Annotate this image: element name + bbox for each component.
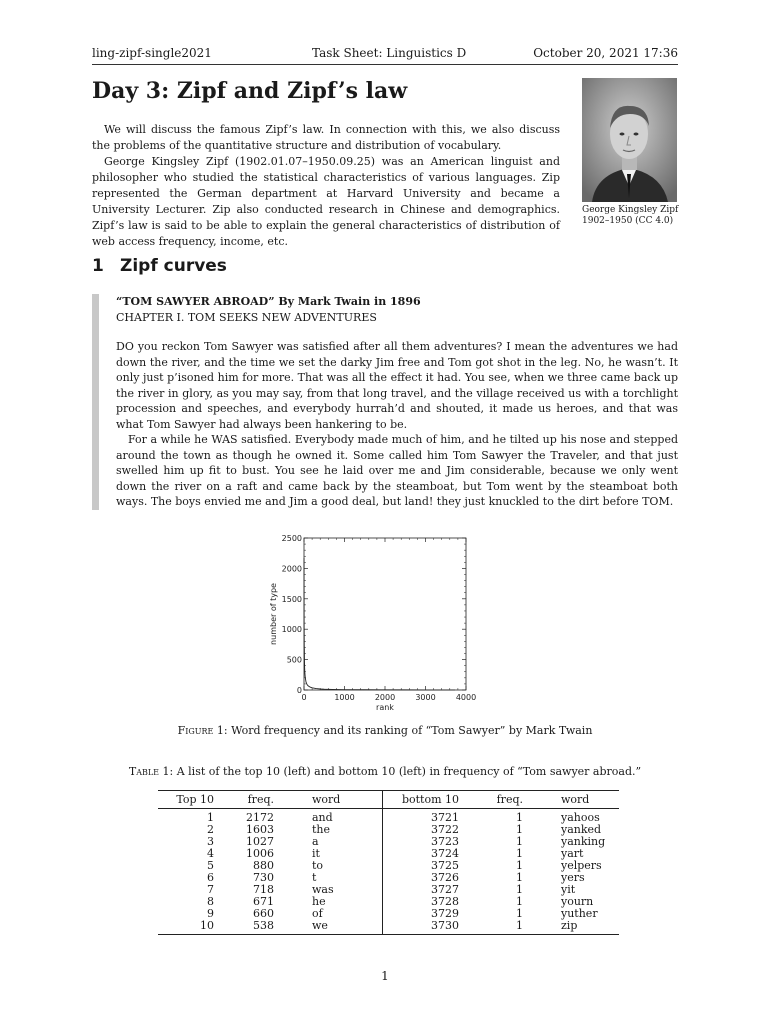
header-bottom10: bottom 10: [383, 791, 464, 809]
quote-title: “TOM SAWYER ABROAD” By Mark Twain in 1896: [116, 295, 421, 308]
rank-top-cell: 10: [158, 920, 218, 935]
table-caption-label: Table 1:: [128, 765, 174, 778]
frequency-table: [158, 790, 619, 935]
rank-bottom-cell: 3723: [431, 835, 459, 848]
y-tick-label: 1000: [281, 625, 302, 635]
word-top-cell: he: [278, 896, 383, 908]
word-top-cell: t: [278, 872, 383, 884]
rank-top-cell: 6: [207, 871, 214, 884]
word-top-cell: and: [278, 809, 383, 825]
word-bottom-cell: yanked: [561, 823, 602, 836]
word-top-cell: it: [278, 848, 383, 860]
table-row: [158, 809, 619, 825]
rank-bottom-cell: 3727: [431, 883, 459, 896]
rank-top-cell: 1: [207, 811, 214, 824]
freq-bottom-cell: 1: [516, 859, 523, 872]
quote-paragraph-2: For a while he WAS satisfied. Everybody made much of him, and he tilted up his nose and stepped around the town as though he owned it. Some called him Tom Sawyer the Traveler, and that just swelled him up fit to bust. You see he laid over me and Jim considerable, because we only went down the river on a raft and came back by the steamboat, but Tom went by the steamboat both ways. The boys envied me and Jim a good deal, but land! they just knuckled to the dirt before TOM.: [116, 433, 678, 508]
header-center: Task Sheet: Linguistics D: [312, 46, 467, 60]
quote-paragraph-1: DO you reckon Tom Sawyer was satisfied after all them adventures? I mean the adventures we had down the river, and the time we set the darky Jim free and Tom got shot in the leg. No, he wasn’t. It only just p’isoned him for more. That was all the effect it had. You see, when we three came back up the river in glory, as you may say, from that long travel, and the village received us with a torchlight procession and speeches, and everybody hurrah’d and shouted, it made us heroes, and that was what Tom Sawyer had always been hankering to be.: [116, 340, 678, 431]
portrait-caption-name: George Kingsley Zipf: [582, 205, 679, 215]
word-top-cell: to: [278, 860, 383, 872]
table-caption-text: A list of the top 10 (left) and bottom 10 (left) in frequency of “Tom sawyer abroad.”: [176, 765, 642, 778]
header-freq-2: freq.: [463, 791, 527, 809]
header-word: word: [278, 791, 383, 809]
freq-top-cell: 671: [253, 895, 274, 908]
table-row: [158, 908, 619, 920]
page-number: 1: [381, 969, 389, 983]
x-axis-ticks: [301, 538, 476, 702]
header-rule: [92, 64, 678, 65]
section-title: Zipf curves: [120, 256, 227, 276]
freq-top-cell: 2172: [246, 811, 274, 824]
rank-bottom-cell: 3721: [431, 811, 459, 824]
freq-bottom-cell: 1: [516, 895, 523, 908]
quote-body: [116, 294, 678, 510]
zipf-chart: [262, 530, 482, 716]
figure-caption: [0, 724, 770, 737]
x-tick-label: 1000: [334, 693, 355, 702]
freq-bottom-cell: 1: [516, 871, 523, 884]
word-bottom-cell: yart: [561, 847, 584, 860]
freq-top-cell: 730: [253, 871, 274, 884]
intro-paragraph-2: George Kingsley Zipf (1902.01.07–1950.09.25) was an American linguist and philosopher who studied the statistical characteristics of various languages. Zip represented the German department at Harvard University and became a University Lecturer. Zip also conducted research in Chinese and demographics. Zipf’s law is said to be able to explain the general characteristics of distribution of web access frequency, income, etc.: [92, 155, 560, 248]
freq-bottom-cell: 1: [516, 907, 523, 920]
word-top-cell: we: [278, 920, 383, 935]
x-axis-label: rank: [376, 703, 394, 712]
figure-caption-text: Word frequency and its ranking of “Tom Sawyer” by Mark Twain: [231, 724, 593, 737]
word-top-cell: a: [278, 836, 383, 848]
rank-bottom-cell: 3726: [431, 871, 459, 884]
freq-bottom-cell: 1: [516, 811, 523, 824]
rank-top-cell: 3: [207, 835, 214, 848]
word-bottom-cell: yuther: [561, 907, 598, 920]
rank-top-cell: 9: [207, 907, 214, 920]
freq-top-cell: 538: [218, 920, 278, 935]
freq-bottom-cell: 1: [516, 883, 523, 896]
portrait-caption-years: 1902–1950 (CC 4.0): [582, 216, 674, 226]
rank-bottom-cell: 3724: [431, 847, 459, 860]
word-bottom-cell: yelpers: [561, 859, 602, 872]
rank-bottom-cell: 3722: [431, 823, 459, 836]
y-tick-label: 1500: [281, 594, 302, 604]
table-caption: [0, 765, 770, 778]
y-tick-label: 0: [296, 686, 302, 695]
freq-top-cell: 1603: [246, 823, 274, 836]
y-tick-label: 2000: [281, 564, 302, 574]
zipf-portrait: [582, 78, 677, 202]
section-heading: [92, 256, 227, 276]
quote-bar: [92, 294, 99, 510]
table-row: [158, 872, 619, 884]
table-row: [158, 836, 619, 848]
freq-bottom-cell: 1: [516, 835, 523, 848]
word-bottom-cell: yahoos: [561, 811, 600, 824]
y-axis-label: number of type: [269, 583, 278, 645]
word-bottom-cell: yourn: [561, 895, 594, 908]
rank-top-cell: 5: [207, 859, 214, 872]
series-line: [304, 558, 455, 690]
freq-bottom-cell: 1: [463, 920, 527, 935]
freq-bottom-cell: 1: [516, 823, 523, 836]
rank-bottom-cell: 3729: [431, 907, 459, 920]
rank-top-cell: 8: [207, 895, 214, 908]
word-top-cell: was: [278, 884, 383, 896]
rank-top-cell: 4: [207, 847, 214, 860]
freq-top-cell: 718: [253, 883, 274, 896]
rank-bottom-cell: 3725: [431, 859, 459, 872]
table-row: [158, 920, 619, 935]
header-left: ling-zipf-single2021: [92, 46, 212, 60]
intro-text: [92, 122, 560, 250]
table-row: [158, 884, 619, 896]
intro-paragraph-1: We will discuss the famous Zipf’s law. In connection with this, we also discuss the problems of the quantitative structure and distribution of vocabulary.: [92, 123, 560, 152]
page-title: Day 3: Zipf and Zipf’s law: [92, 78, 408, 104]
word-bottom-cell: yanking: [561, 835, 606, 848]
quote-paragraphs: [116, 339, 678, 510]
y-axis-ticks: [282, 534, 466, 695]
word-bottom-cell: yit: [561, 883, 576, 896]
table-header-row: [158, 791, 619, 809]
x-tick-label: 2000: [374, 693, 396, 702]
y-tick-label: 2500: [281, 534, 302, 543]
freq-top-cell: 880: [253, 859, 274, 872]
figure-caption-label: Figure 1:: [177, 724, 228, 737]
rank-bottom-cell: 3730: [383, 920, 464, 935]
rank-bottom-cell: 3728: [431, 895, 459, 908]
x-tick-label: 4000: [455, 693, 477, 702]
word-bottom-cell: yers: [561, 871, 585, 884]
freq-top-cell: 660: [253, 907, 274, 920]
word-top-cell: of: [278, 908, 383, 920]
x-tick-label: 3000: [415, 693, 436, 702]
portrait-caption: [582, 205, 678, 227]
freq-top-cell: 1027: [246, 835, 274, 848]
header-top10: Top 10: [158, 791, 218, 809]
quote-block: [92, 294, 678, 510]
rank-top-cell: 2: [207, 823, 214, 836]
freq-bottom-cell: 1: [516, 847, 523, 860]
freq-top-cell: 1006: [246, 847, 274, 860]
header-word-2: word: [527, 791, 619, 809]
word-bottom-cell: zip: [527, 920, 619, 935]
table-row: [158, 896, 619, 908]
section-number: 1: [92, 256, 104, 276]
x-tick-label: 0: [301, 693, 307, 702]
header-right: October 20, 2021 17:36: [533, 46, 678, 60]
quote-chapter: CHAPTER I. TOM SEEKS NEW ADVENTURES: [116, 310, 377, 324]
table-row: [158, 860, 619, 872]
rank-top-cell: 7: [207, 883, 214, 896]
word-top-cell: the: [278, 824, 383, 836]
table-row: [158, 848, 619, 860]
table-row: [158, 824, 619, 836]
header-freq: freq.: [218, 791, 278, 809]
y-tick-label: 500: [286, 655, 302, 665]
plot-frame: [304, 538, 466, 690]
table-body: [158, 809, 619, 935]
